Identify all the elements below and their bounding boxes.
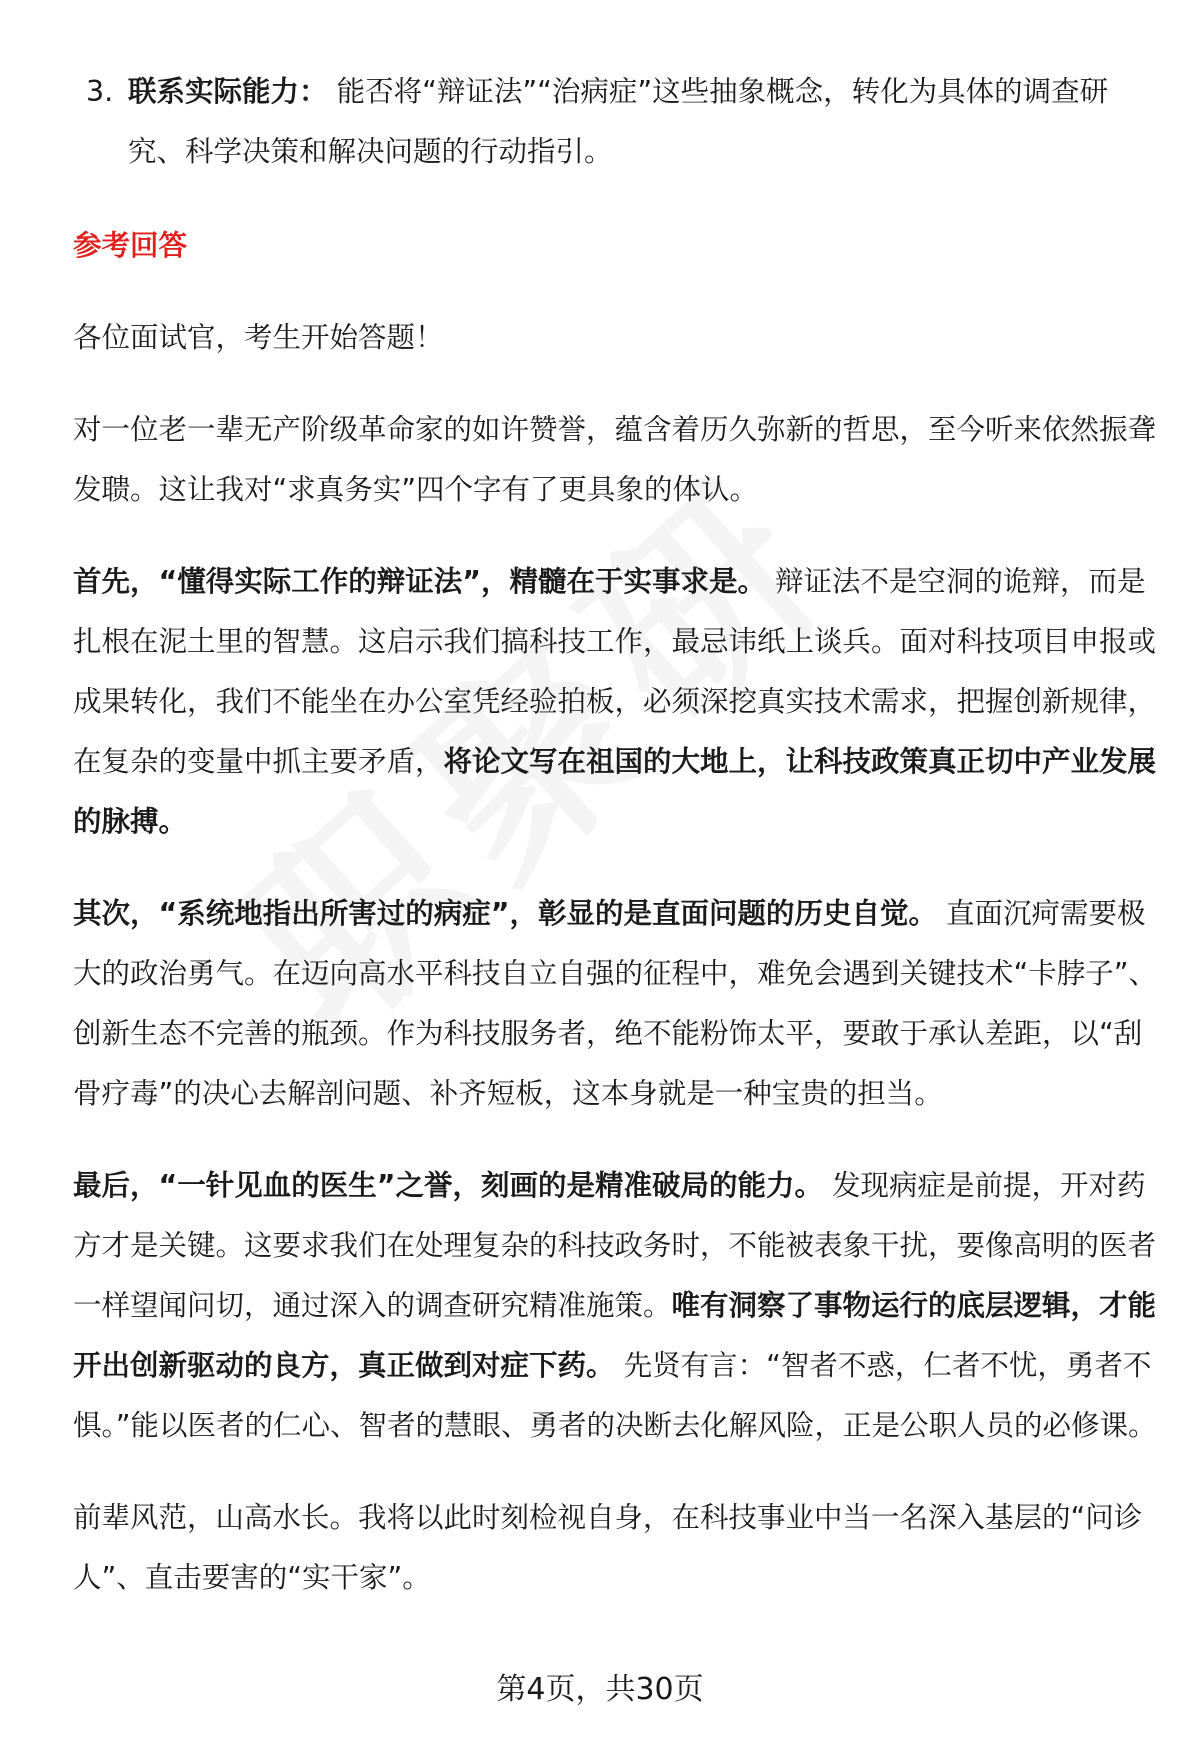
paragraph-last-bold: 唯有洞察了事物运行的底层逻辑，才能开出创新驱动的良方，真正做到对症下药。 [73,1289,1157,1382]
paragraph-first-tail: 将论文写在祖国的大地上，让科技政策真正切中产业发展的脉搏。 [73,745,1157,838]
paragraph-last [73,1156,1158,1456]
paragraph-second-lead: 其次，“系统地指出所害过的病症”，彰显的是直面问题的历史自觉。 [73,897,937,930]
paragraph-last-text: 发现病症是前提，开对药方才是关键。这要求我们在处理复杂的科技政务时，不能被表象干扰，要像高明的医者一样望闻问切，通过深入的调查研究精准施策。 [73,1169,1157,1322]
list-item-title: 联系实际能力： [128,75,328,108]
list-number: 3. [86,75,114,108]
reference-answer-heading: 参考回答 [73,229,188,262]
paragraph-first [73,552,1158,852]
paragraph-first-text: 辩证法不是空洞的诡辩，而是扎根在泥土里的智慧。这启示我们搞科技工作，最忌讳纸上谈兵。面对科技项目申报或成果转化，我们不能坐在办公室凭经验拍板，必须深挖真实技术需求，把握创新规律，在复杂的变量中抓主要矛盾， [73,565,1157,778]
document-body [73,62,1158,1608]
paragraph-second-text: 直面沉疴需要极大的政治勇气。在迈向高水平科技自立自强的征程中，难免会遇到关键技术“卡脖子”、创新生态不完善的瓶颈。作为科技服务者，绝不能粉饰太平，要敢于承认差距，以“刮骨疗毒”的决心去解剖问题、补齐短板，这本身就是一种宝贵的担当。 [73,897,1158,1110]
list-item-3 [73,62,1158,182]
conclusion-paragraph: 前辈风范，山高水长。我将以此时刻检视自身，在科技事业中当一名深入基层的“问诊人”、直击要害的“实干家”。 [73,1501,1143,1594]
list-item-text: 能否将“辩证法”“治病症”这些抽象概念，转化为具体的调查研究、科学决策和解决问题的行动指引。 [128,75,1109,168]
intro-paragraph: 对一位老一辈无产阶级革命家的如许赞誉，蕴含着历久弥新的哲思，至今听来依然振聋发聩。这让我对“求真务实”四个字有了更具象的体认。 [73,413,1157,506]
paragraph-last-text-2: 先贤有言：“智者不惑，仁者不忧，勇者不惧。”能以医者的仁心、智者的慧眼、勇者的决断去化解风险，正是公职人员的必修课。 [73,1349,1157,1442]
paragraph-last-lead: 最后，“一针见血的医生”之誉，刻画的是精准破局的能力。 [73,1169,823,1202]
greeting-paragraph: 各位面试官，考生开始答题！ [73,321,444,354]
paragraph-second [73,884,1158,1124]
page-number: 第4页，共30页 [496,1672,704,1707]
paragraph-first-lead: 首先，“懂得实际工作的辩证法”，精髓在于实事求是。 [73,565,766,598]
